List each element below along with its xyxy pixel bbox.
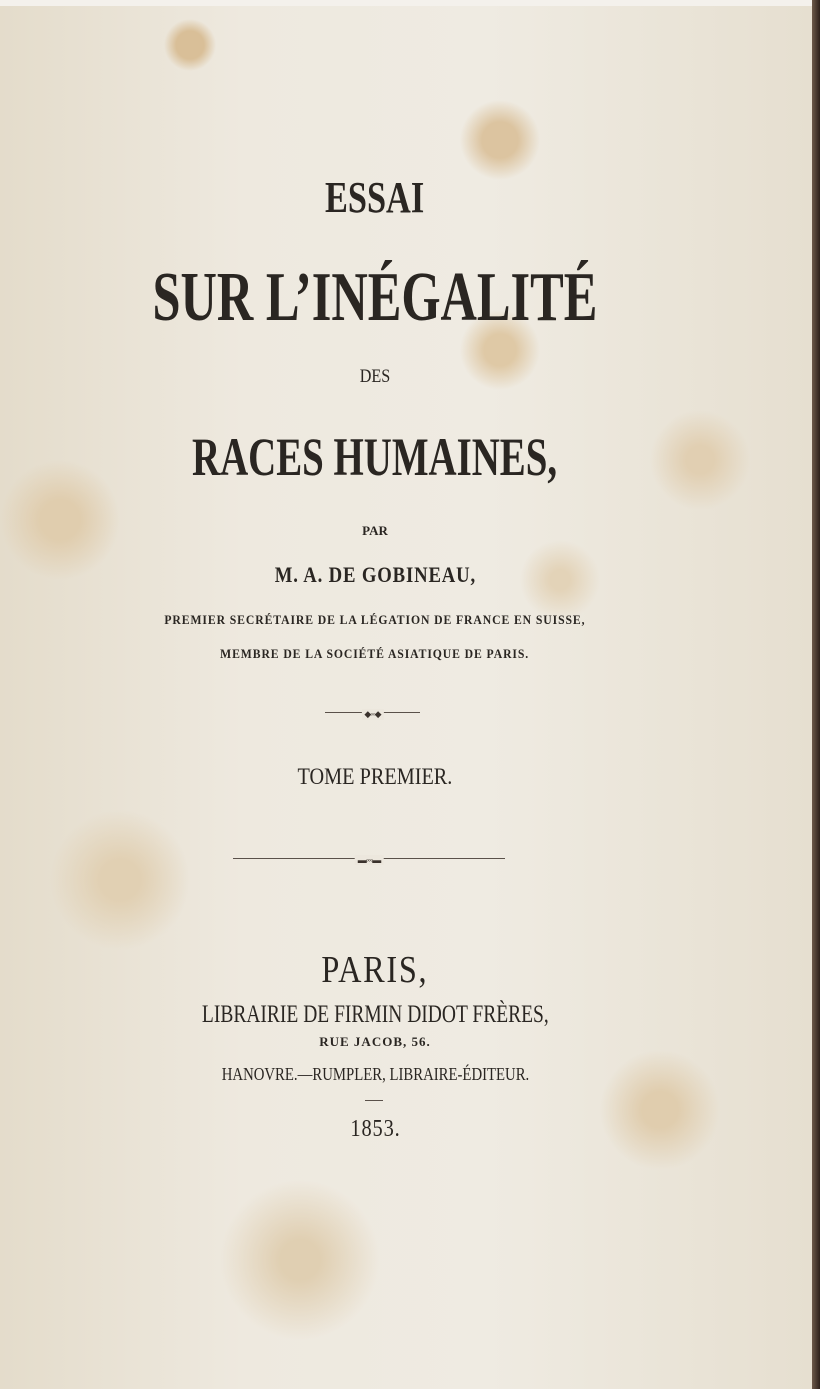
title-main: SUR L’INÉGALITÉ xyxy=(152,259,598,336)
title-essai: ESSAI xyxy=(325,173,425,222)
title-des: DES xyxy=(359,366,391,387)
author-title-1: PREMIER SECRÉTAIRE DE LA LÉGATION DE FRANCE EN SUISSE, xyxy=(164,612,586,627)
volume-label: TOME PREMIER. xyxy=(297,764,453,789)
author-title-2: MEMBRE DE LA SOCIÉTÉ ASIATIQUE DE PARIS. xyxy=(220,646,530,661)
author-name: M. A. DE GOBINEAU, xyxy=(274,562,476,587)
title-races: RACES HUMAINES, xyxy=(192,427,558,487)
year: 1853. xyxy=(349,1116,401,1142)
by-label: PAR xyxy=(362,523,388,538)
book-binding-edge xyxy=(812,0,820,1389)
ornament-large: ▬◦◦◦▬ xyxy=(233,858,505,859)
city: PARIS, xyxy=(321,949,429,991)
page-top-edge xyxy=(0,0,812,6)
rule-dash xyxy=(365,1100,383,1101)
ornament-small: ◆◦◦◆ xyxy=(325,712,420,713)
co-publisher: HANOVRE.—RUMPLER, LIBRAIRE-ÉDITEUR. xyxy=(221,1064,529,1084)
publisher: LIBRAIRIE DE FIRMIN DIDOT FRÈRES, xyxy=(201,1001,549,1028)
address: RUE JACOB, 56. xyxy=(319,1034,431,1049)
